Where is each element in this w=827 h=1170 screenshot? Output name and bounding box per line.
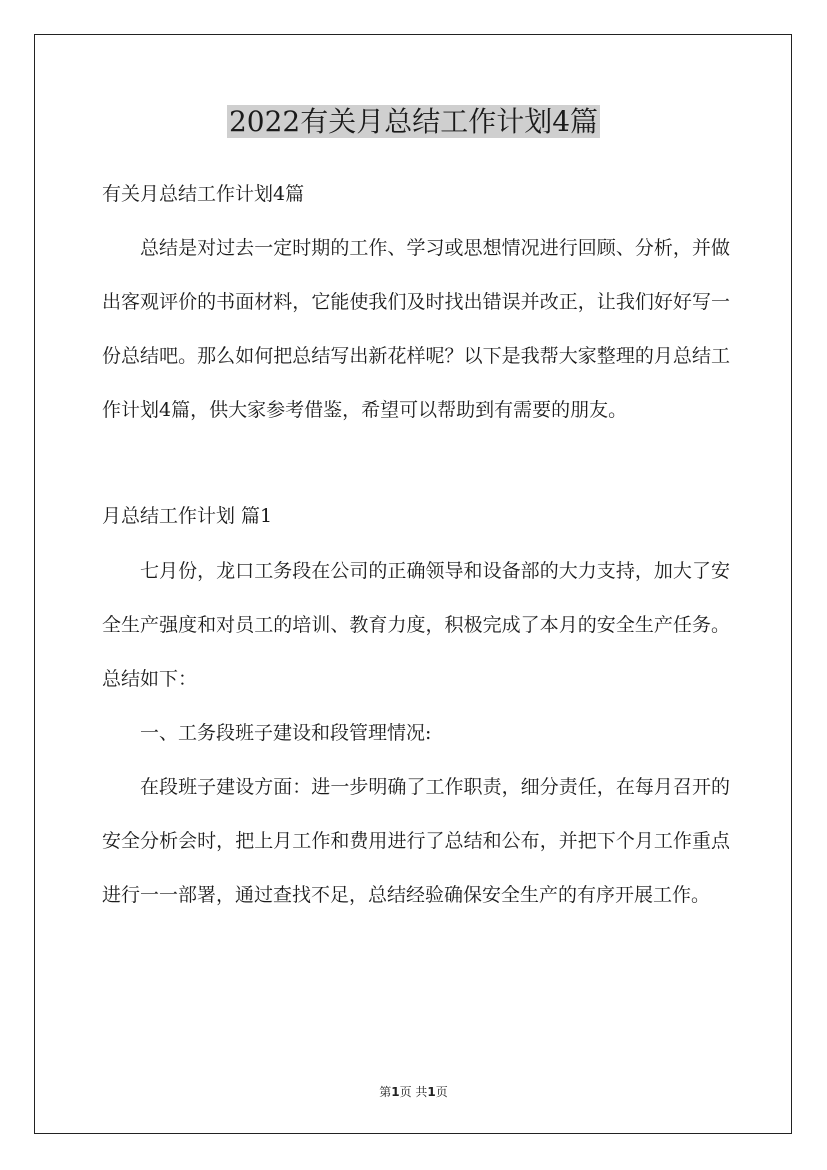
document-body [102,176,730,922]
footer-prefix: 第 [379,1085,392,1099]
document-title [0,102,827,142]
body-paragraph-3: 在段班子建设方面：进一步明确了工作职责，细分责任，在每月召开的安全分析会时，把上月工作和费用进行了总结和公布，并把下个月工作重点进行一一部署，通过查找不足，总结经验确保安全生产的有序开展工作。 [102,776,730,906]
intro-paragraph: 总结是对过去一定时期的工作、学习或思想情况进行回顾、分析，并做出客观评价的书面材料，它能使我们及时找出错误并改正，让我们好好写一份总结吧。那么如何把总结写出新花样呢？以下是我帮大家整理的月总结工作计划4篇，供大家参考借鉴，希望可以帮助到有需要的朋友。 [102,237,730,421]
body-paragraph-1: 七月份，龙口工务段在公司的正确领导和设备部的大力支持，加大了安全生产强度和对员工的培训、教育力度，积极完成了本月的安全生产任务。总结如下： [102,560,730,690]
footer-page-number: 1 [391,1085,400,1099]
section-heading: 月总结工作计划 篇1 [102,505,273,527]
page-footer [0,1083,827,1100]
document-title-text: 2022有关月总结工作计划4篇 [228,105,599,138]
footer-suffix: 页 [435,1085,448,1099]
footer-total-pages: 1 [427,1085,436,1099]
footer-mid: 页 共 [399,1085,428,1099]
body-paragraph-2: 一、工务段班子建设和段管理情况: [140,722,432,744]
document-subtitle: 有关月总结工作计划4篇 [102,183,305,205]
